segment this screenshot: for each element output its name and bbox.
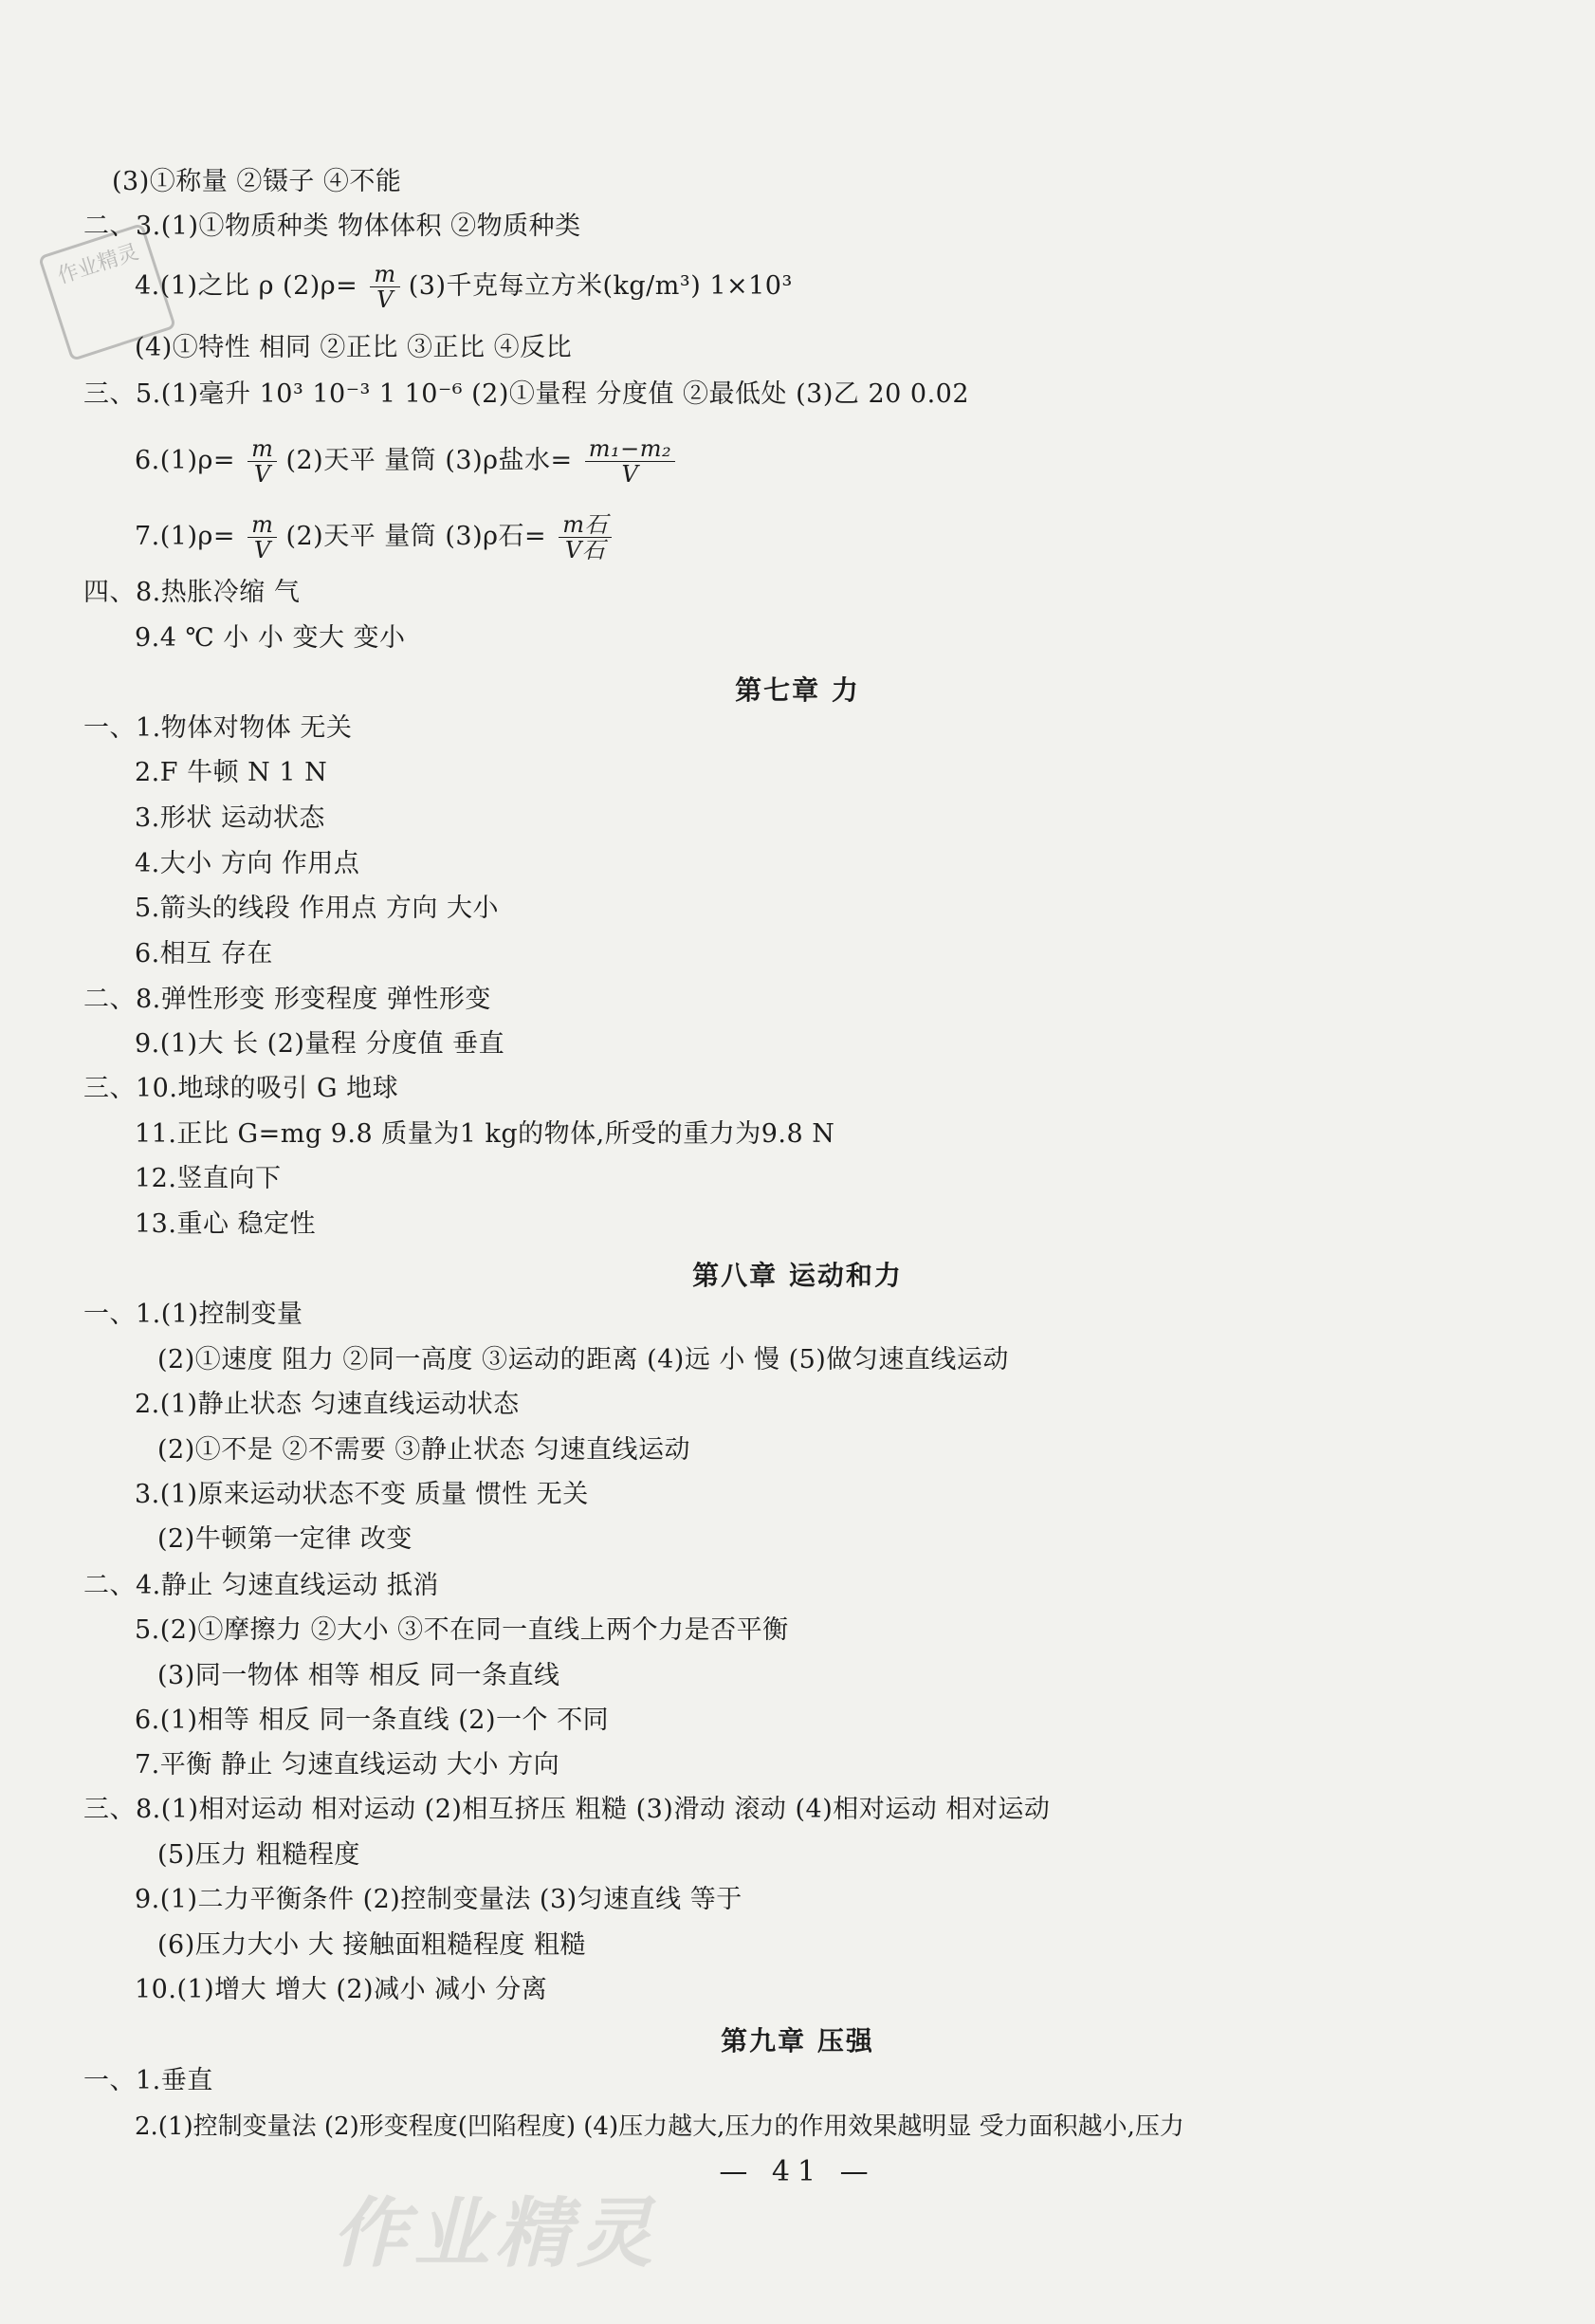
line-37: 10.(1)增大 增大 (2)减小 减小 分离 [135,1975,548,2004]
line-39: 2.(1)控制变量法 (2)形变程度(凹陷程度) (4)压力越大,压力的作用效果越明显 受力面积越小,压力 [135,2112,1184,2141]
line-4: (4)①特性 相同 ②正比 ③正比 ④反比 [135,333,573,362]
line-2: 4.(1)之比 ρ (2)ρ= $\frac{m}{V}$ (3)千克每立方米(kg/m³) 1×10³ [135,261,793,313]
line-29: 5.(2)①摩擦力 ②大小 ③不在同一直线上两个力是否平衡 [135,1615,789,1645]
line-1: 二、3.(1)①物质种类 物体体积 ②物质种类 [83,212,581,241]
fraction-7b: $\frac{\text{m石}}{\text{V石}}$ [559,512,612,563]
line-28: 二、4.静止 匀速直线运动 抵消 [83,1571,439,1600]
watermark: 作业精灵 [332,2188,658,2278]
line-24: 2.(1)静止状态 匀速直线运动状态 [135,1390,520,1419]
fraction-6a: $\frac{m}{V}$ [248,436,277,487]
line-38: 一、1.垂直 [83,2066,213,2095]
line-27: (2)牛顿第一定律 改变 [157,1524,412,1554]
line-13: 4.大小 方向 作用点 [135,849,360,878]
line-34: (5)压力 粗糙程度 [157,1840,360,1870]
line-20: 12.竖直向下 [135,1164,282,1193]
line-12: 3.形状 运动状态 [135,803,325,833]
line-25: (2)①不是 ②不需要 ③静止状态 匀速直线运动 [157,1435,690,1465]
line-36: (6)压力大小 大 接触面粗糙程度 粗糙 [157,1930,586,1960]
line-32: 7.平衡 静止 匀速直线运动 大小 方向 [135,1750,560,1780]
fraction-rho: $\frac{m}{V}$ [370,262,399,312]
line-19: 11.正比 G=mg 9.8 质量为1 kg的物体,所受的重力为9.8 N [135,1119,835,1149]
fraction-7a: $\frac{m}{V}$ [248,512,277,563]
line-30: (3)同一物体 相等 相反 同一条直线 [157,1661,560,1690]
page-number: — 41 — [719,2155,876,2188]
line-10: 一、1.物体对物体 无关 [83,713,353,743]
line-9: 9.4 ℃ 小 小 变大 变小 [135,623,406,653]
line-22: 一、1.(1)控制变量 [83,1300,303,1329]
line-6: 6.(1)ρ= $\frac{m}{V}$ (2)天平 量筒 (3)ρ盐水= $\frac{\text{m₁−m₂}}{V}$ [135,436,675,487]
line-21: 13.重心 稳定性 [135,1209,317,1239]
chapter-7-title: 第七章 力 [735,674,860,706]
fraction-6b: $\frac{\text{m₁−m₂}}{V}$ [585,436,675,487]
line-31: 6.(1)相等 相反 同一条直线 (2)一个 不同 [135,1706,610,1735]
line-16: 二、8.弹性形变 形变程度 弹性形变 [83,985,491,1014]
line-7: 7.(1)ρ= $\frac{m}{V}$ (2)天平 量筒 (3)ρ石= $\frac{\text{m石}}{\text{V石}}$ [135,512,612,563]
line-0: (3)①称量 ②镊子 ④不能 [112,167,402,196]
chapter-9-title: 第九章 压强 [721,2025,874,2057]
line-17: 9.(1)大 长 (2)量程 分度值 垂直 [135,1029,505,1059]
line-15: 6.相互 存在 [135,939,273,968]
line-35: 9.(1)二力平衡条件 (2)控制变量法 (3)匀速直线 等于 [135,1885,742,1914]
chapter-8-title: 第八章 运动和力 [692,1260,903,1291]
line-11: 2.F 牛顿 N 1 N [135,758,328,787]
line-18: 三、10.地球的吸引 G 地球 [83,1074,399,1103]
line-14: 5.箭头的线段 作用点 方向 大小 [135,894,500,923]
line-23: (2)①速度 阻力 ②同一高度 ③运动的距离 (4)远 小 慢 (5)做匀速直线运动 [157,1345,1009,1374]
line-26: 3.(1)原来运动状态不变 质量 惯性 无关 [135,1480,589,1509]
line-5: 三、5.(1)毫升 10³ 10⁻³ 1 10⁻⁶ (2)①量程 分度值 ②最低处 (3)乙 20 0.02 [83,379,970,409]
line-33: 三、8.(1)相对运动 相对运动 (2)相互挤压 粗糙 (3)滑动 滚动 (4)相对运动 相对运动 [83,1795,1051,1824]
line-8: 四、8.热胀冷缩 气 [83,578,301,607]
corner-stamp: 作业精灵 [38,223,176,361]
